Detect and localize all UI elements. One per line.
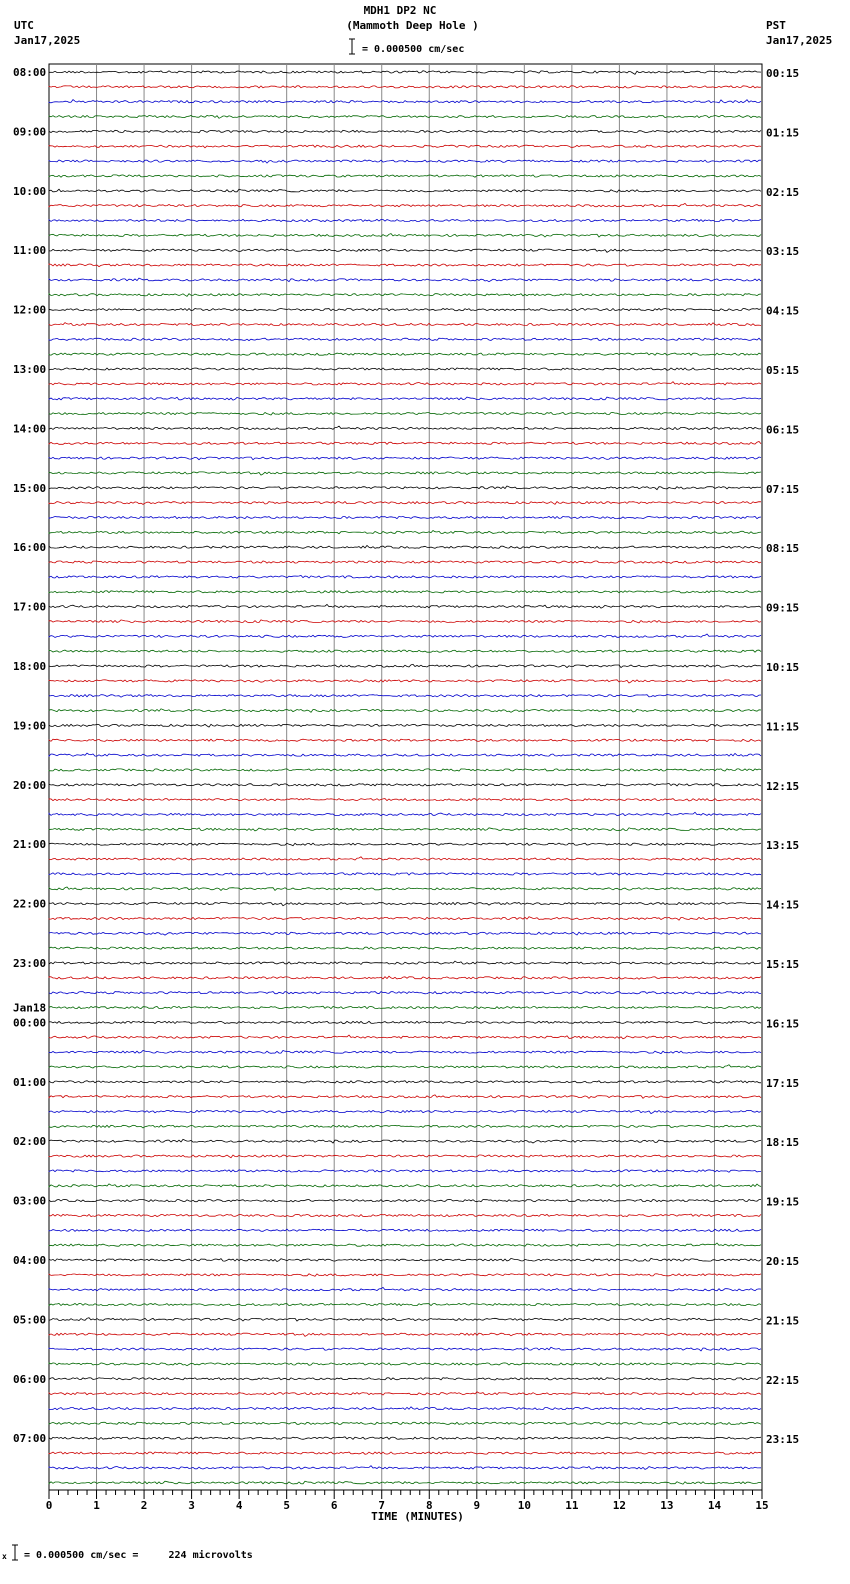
left-hour-label: 09:00 (13, 125, 47, 139)
x-tick-label: 8 (425, 1499, 433, 1512)
left-hour-label: 16:00 (13, 541, 47, 555)
trace-line (49, 1095, 761, 1098)
trace-line (49, 531, 761, 534)
trace-line (49, 650, 761, 652)
x-tick-label: 5 (283, 1499, 290, 1512)
station-title: MDH1 DP2 NC (363, 4, 437, 17)
trace-line (49, 680, 761, 683)
trace-line (49, 86, 761, 88)
trace-line (49, 992, 761, 995)
trace-line (49, 203, 761, 206)
scale-text: = 0.000500 cm/sec (362, 44, 465, 55)
trace-line (49, 903, 761, 906)
right-hour-label: 10:15 (766, 661, 800, 674)
trace-line (49, 1347, 761, 1351)
trace-line (49, 1304, 761, 1306)
trace-line (49, 368, 761, 370)
trace-line (49, 1392, 761, 1395)
x-tick-label: 6 (330, 1499, 338, 1512)
trace-line (49, 709, 761, 713)
trace-line (49, 976, 761, 979)
trace-line (49, 1258, 761, 1261)
left-hour-label: 21:00 (13, 838, 47, 852)
trace-line (49, 753, 761, 756)
trace-line (49, 100, 761, 103)
left-hour-label: 06:00 (13, 1372, 47, 1386)
trace-line (49, 1021, 761, 1023)
trace-line (49, 843, 761, 846)
trace-line (49, 695, 761, 698)
trace-line (49, 278, 761, 282)
trace-line (49, 175, 761, 177)
trace-line (49, 264, 761, 267)
trace-line (49, 724, 761, 727)
time-axis (46, 1490, 769, 1512)
right-timezone: PST (766, 19, 786, 32)
trace-line (49, 294, 761, 297)
date-change-label: Jan18 (13, 1001, 47, 1015)
trace-line (49, 71, 761, 75)
trace-line (49, 1274, 761, 1277)
right-hour-label: 11:15 (766, 720, 800, 734)
trace-line (49, 442, 761, 445)
trace-line (49, 947, 761, 949)
trace-line (49, 145, 761, 148)
trace-line (49, 1481, 761, 1484)
trace-line (49, 828, 761, 831)
x-tick-label: 3 (188, 1499, 195, 1512)
left-hour-label: 12:00 (13, 303, 47, 317)
left-hour-label: 13:00 (13, 363, 47, 376)
trace-line (49, 1422, 761, 1424)
right-hour-label: 08:15 (766, 542, 800, 556)
trace-line (49, 769, 761, 771)
right-hour-label: 14:15 (766, 898, 800, 912)
trace-line (49, 664, 761, 667)
footer-scale-text: = 0.000500 cm/sec = 224 microvolts (24, 1550, 253, 1561)
right-hour-label: 03:15 (766, 245, 800, 259)
trace-line (49, 1287, 761, 1290)
trace-line (49, 604, 761, 608)
trace-line (49, 412, 761, 415)
x-tick-label: 1 (93, 1499, 100, 1512)
trace-line (49, 961, 761, 964)
left-hour-label: 08:00 (13, 66, 47, 79)
trace-line (49, 546, 761, 549)
trace-line (49, 739, 761, 741)
trace-line (49, 1229, 761, 1231)
left-hour-label: 23:00 (13, 957, 47, 970)
trace-line (49, 799, 761, 801)
trace-line (49, 561, 761, 563)
trace-line (49, 382, 761, 385)
trace-line (49, 1155, 761, 1158)
right-hour-label: 16:15 (766, 1017, 800, 1031)
trace-line (49, 189, 761, 192)
trace-line (49, 1363, 761, 1366)
right-hour-label: 12:15 (766, 779, 800, 793)
right-hour-label: 17:15 (766, 1076, 800, 1090)
left-hour-label: 11:00 (13, 244, 47, 258)
trace-line (49, 1139, 761, 1143)
x-tick-label: 11 (565, 1499, 579, 1512)
left-timezone: UTC (14, 19, 34, 32)
right-hour-label: 09:15 (766, 601, 800, 615)
left-hour-label: 10:00 (13, 184, 47, 198)
trace-line (49, 516, 761, 518)
x-tick-label: 7 (378, 1499, 386, 1512)
left-hour-label: 14:00 (13, 422, 47, 436)
trace-line (49, 917, 761, 921)
trace-line (49, 116, 761, 119)
trace-line (49, 1184, 761, 1187)
x-tick-label: 13 (660, 1499, 674, 1512)
trace-line (49, 1170, 761, 1173)
right-hour-label: 13:15 (766, 839, 800, 853)
trace-line (49, 1378, 761, 1380)
right-hour-label: 01:15 (766, 126, 800, 140)
station-location: (Mammoth Deep Hole ) (346, 19, 479, 32)
seismic-traces (49, 71, 761, 1485)
trace-line (49, 634, 761, 637)
right-hour-label: 22:15 (766, 1373, 800, 1387)
left-hour-label: 19:00 (13, 719, 47, 733)
right-hour-label: 18:15 (766, 1136, 800, 1150)
left-date: Jan17,2025 (14, 34, 81, 47)
trace-line (49, 338, 761, 340)
right-hour-label: 07:15 (766, 482, 800, 496)
trace-line (49, 620, 761, 623)
trace-line (49, 591, 761, 593)
trace-line (49, 323, 761, 326)
x-tick-label: 0 (45, 1499, 53, 1512)
trace-line (49, 932, 761, 935)
trace-line (49, 1243, 761, 1246)
trace-line (49, 1333, 761, 1336)
left-hour-label: 22:00 (13, 897, 47, 911)
x-tick-label: 10 (517, 1499, 531, 1512)
scale-bar-icon (348, 38, 356, 56)
trace-line (49, 1318, 761, 1321)
right-hour-label: 04:15 (766, 304, 800, 318)
trace-line (49, 353, 761, 356)
left-hour-label: 07:00 (13, 1432, 47, 1446)
right-hour-label: 06:15 (766, 423, 800, 437)
trace-line (49, 1125, 761, 1128)
trace-line (49, 1051, 761, 1054)
trace-line (49, 502, 761, 505)
left-hour-label: 20:00 (13, 778, 47, 792)
right-hour-label: 05:15 (766, 364, 800, 377)
right-hour-label: 19:15 (766, 1195, 800, 1209)
trace-line (49, 472, 761, 475)
right-hour-label: 23:15 (766, 1433, 800, 1447)
left-hour-label: 03:00 (13, 1194, 47, 1208)
x-tick-label: 14 (707, 1499, 722, 1512)
left-hour-label: 15:00 (13, 481, 47, 495)
x-tick-label: 4 (235, 1499, 243, 1512)
trace-line (49, 234, 761, 237)
trace-line (49, 130, 761, 133)
trace-line (49, 249, 761, 252)
right-hour-label: 15:15 (766, 958, 800, 971)
trace-line (49, 576, 761, 579)
trace-line (49, 486, 761, 490)
right-hour-label: 20:15 (766, 1255, 800, 1268)
trace-line (49, 219, 761, 221)
left-hour-label: 18:00 (13, 660, 47, 673)
trace-line (49, 1214, 761, 1217)
x-tick-label: 9 (473, 1499, 481, 1512)
plot-frame (49, 64, 762, 1490)
trace-line (49, 1407, 761, 1410)
trace-line (49, 1452, 761, 1454)
trace-line (49, 873, 761, 875)
trace-line (49, 1035, 761, 1039)
left-hour-label: 02:00 (13, 1135, 47, 1149)
footer-scale-bar-icon (11, 1544, 19, 1562)
trace-line (49, 857, 761, 860)
left-hour-label: 04:00 (13, 1254, 47, 1267)
x-tick-label: 15 (755, 1499, 769, 1512)
x-tick-label: 12 (612, 1499, 627, 1512)
trace-line (49, 1200, 761, 1202)
x-axis-label: TIME (MINUTES) (371, 1510, 464, 1523)
trace-line (49, 1006, 761, 1008)
trace-line (49, 1081, 761, 1083)
trace-line (49, 812, 761, 815)
left-hour-label: 17:00 (13, 600, 47, 614)
hour-labels (13, 66, 799, 1446)
trace-line (49, 1065, 761, 1068)
left-hour-label: 01:00 (13, 1075, 47, 1089)
trace-line (49, 160, 761, 163)
trace-line (49, 426, 761, 429)
right-hour-label: 00:15 (766, 67, 800, 80)
trace-line (49, 397, 761, 400)
x-tick-label: 2 (140, 1499, 148, 1512)
trace-line (49, 1437, 761, 1440)
right-hour-label: 02:15 (766, 185, 800, 199)
trace-line (49, 887, 761, 890)
left-hour-label: 00:00 (13, 1016, 47, 1030)
left-hour-label: 05:00 (13, 1313, 47, 1327)
trace-line (49, 783, 761, 786)
right-date: Jan17,2025 (766, 34, 833, 47)
footer-marker: x (2, 1552, 7, 1561)
right-hour-label: 21:15 (766, 1314, 800, 1328)
minute-grid (49, 64, 762, 1490)
trace-line (49, 1110, 761, 1113)
trace-line (49, 457, 761, 460)
trace-line (49, 1466, 761, 1470)
trace-line (49, 309, 761, 312)
